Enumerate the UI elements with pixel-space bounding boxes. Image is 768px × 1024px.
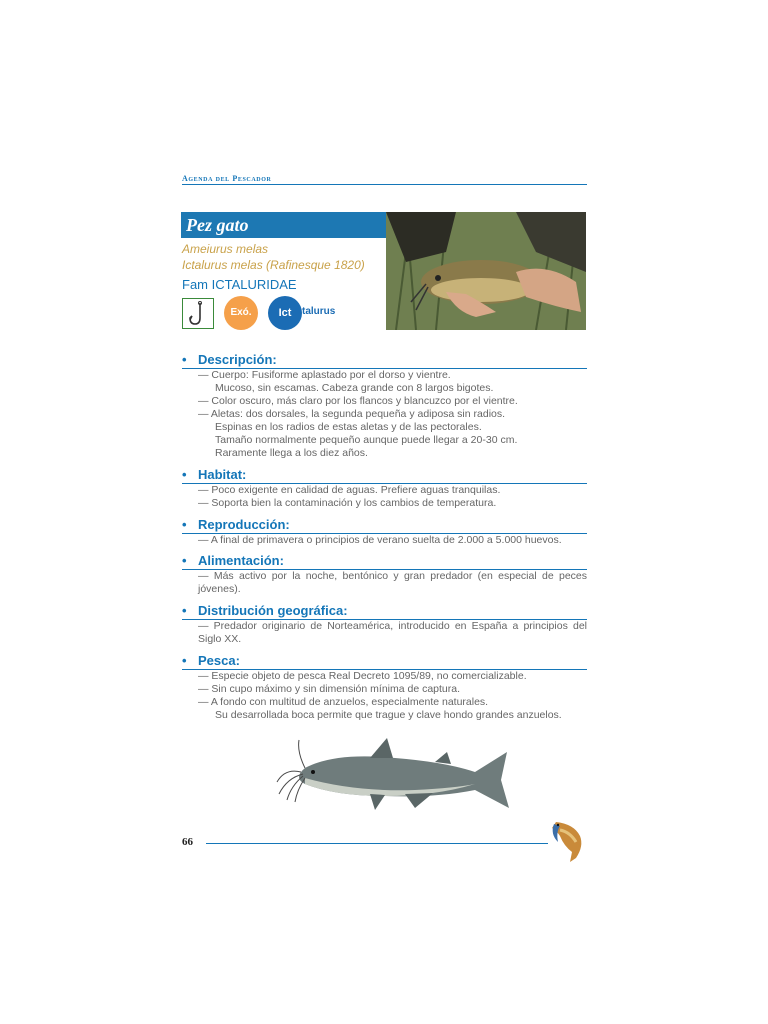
section-title: Habitat:	[198, 467, 247, 482]
footer-rule	[206, 843, 548, 844]
text-line: — Color oscuro, más claro por los flancos y blancuzco por el vientre.	[198, 395, 518, 407]
running-header: Agenda del Pescador	[182, 174, 272, 183]
text-line: Su desarrollada boca permite que trague y clave hondo grandes anzuelos.	[215, 709, 562, 721]
section-habitat: • Habitat: — Poco exigente en calidad de aguas. Prefiere aguas tranquilas. — Soporta bien la contaminación y los cambios de temperatura.	[182, 467, 587, 510]
text-line: Raramente llega a los diez años.	[215, 447, 368, 459]
text-line: — Más activo por la noche, bentónico y gran predador (en especial de peces jóvenes).	[198, 570, 587, 595]
text-line: — A fondo con multitud de anzuelos, especialmente naturales.	[198, 696, 489, 708]
catfish-photo	[386, 212, 586, 330]
text-line: — Aletas: dos dorsales, la segunda pequeña y adiposa sin radios.	[198, 408, 506, 420]
trout-icon	[550, 818, 588, 862]
text-line: Mucoso, sin escamas. Cabeza grande con 8 largos bigotes.	[215, 382, 494, 394]
header-rule	[182, 184, 587, 185]
section-alimentacion: • Alimentación: — Más activo por la noche, bentónico y gran predador (en especial de peces jóvenes).	[182, 553, 587, 595]
section-title: Alimentación:	[198, 553, 284, 568]
text-line: — A final de primavera o principios de verano suelta de 2.000 a 5.000 huevos.	[198, 534, 562, 546]
family-name: Fam ICTALURIDAE	[182, 277, 297, 292]
genus-badge-suffix: talurus	[302, 306, 336, 317]
text-line: — Soporta bien la contaminación y los cambios de temperatura.	[198, 497, 497, 509]
fish-hook-icon	[182, 298, 214, 329]
section-title: Reproducción:	[198, 517, 290, 532]
section-reproduccion: • Reproducción: — A final de primavera o principios de verano suelta de 2.000 a 5.000 huevos.	[182, 517, 587, 547]
text-line: — Cuerpo: Fusiforme aplastado por el dorso y vientre.	[198, 369, 451, 381]
section-pesca: • Pesca: — Especie objeto de pesca Real Decreto 1095/89, no comercializable. — Sin cupo máximo y sin dimensión mínima de captura. — A fondo con multitud de anzuelos, especialmente naturales. Su desarrollada boca permite que trague y clave hondo grandes anzuelos.	[182, 653, 587, 722]
section-descripcion: • Descripción: — Cuerpo: Fusiforme aplastado por el dorso y vientre. Mucoso, sin escamas. Cabeza grande con 8 largos bigotes. — Color oscuro, más claro por los flancos y blancuzco por el vientre. — Aletas: dos dorsales, la segunda pequeña y adiposa sin radios. Espinas en los radios de estas aletas y de las pectorales. Tamaño normalmente pequeño aunque puede llegar a 20-30 cm. Raramente llega a los diez años.	[182, 352, 587, 460]
page-number: 66	[182, 836, 193, 848]
text-line: — Especie objeto de pesca Real Decreto 1095/89, no comercializable.	[198, 670, 527, 682]
origin-badge: Exó.	[224, 296, 258, 330]
scientific-name: Ameiurus melas	[182, 242, 269, 256]
scientific-synonym: Ictalurus melas (Rafinesque 1820)	[182, 258, 365, 272]
text-line: Tamaño normalmente pequeño aunque puede llegar a 20-30 cm.	[215, 434, 518, 446]
section-distribucion: • Distribución geográfica: — Predador originario de Norteamérica, introducido en España a principios del Siglo XX.	[182, 603, 587, 645]
text-line: — Sin cupo máximo y sin dimensión mínima de captura.	[198, 683, 461, 695]
section-title: Distribución geográfica:	[198, 603, 348, 618]
text-line: Espinas en los radios de estas aletas y de las pectorales.	[215, 421, 482, 433]
species-common-name: Pez gato	[181, 212, 386, 238]
text-line: — Predador originario de Norteamérica, introducido en España a principios del Siglo XX.	[198, 620, 587, 645]
text-line: — Poco exigente en calidad de aguas. Prefiere aguas tranquilas.	[198, 484, 501, 496]
catfish-illustration	[275, 738, 511, 816]
genus-badge: Ict	[268, 296, 302, 330]
section-title: Pesca:	[198, 653, 240, 668]
section-title: Descripción:	[198, 352, 277, 367]
